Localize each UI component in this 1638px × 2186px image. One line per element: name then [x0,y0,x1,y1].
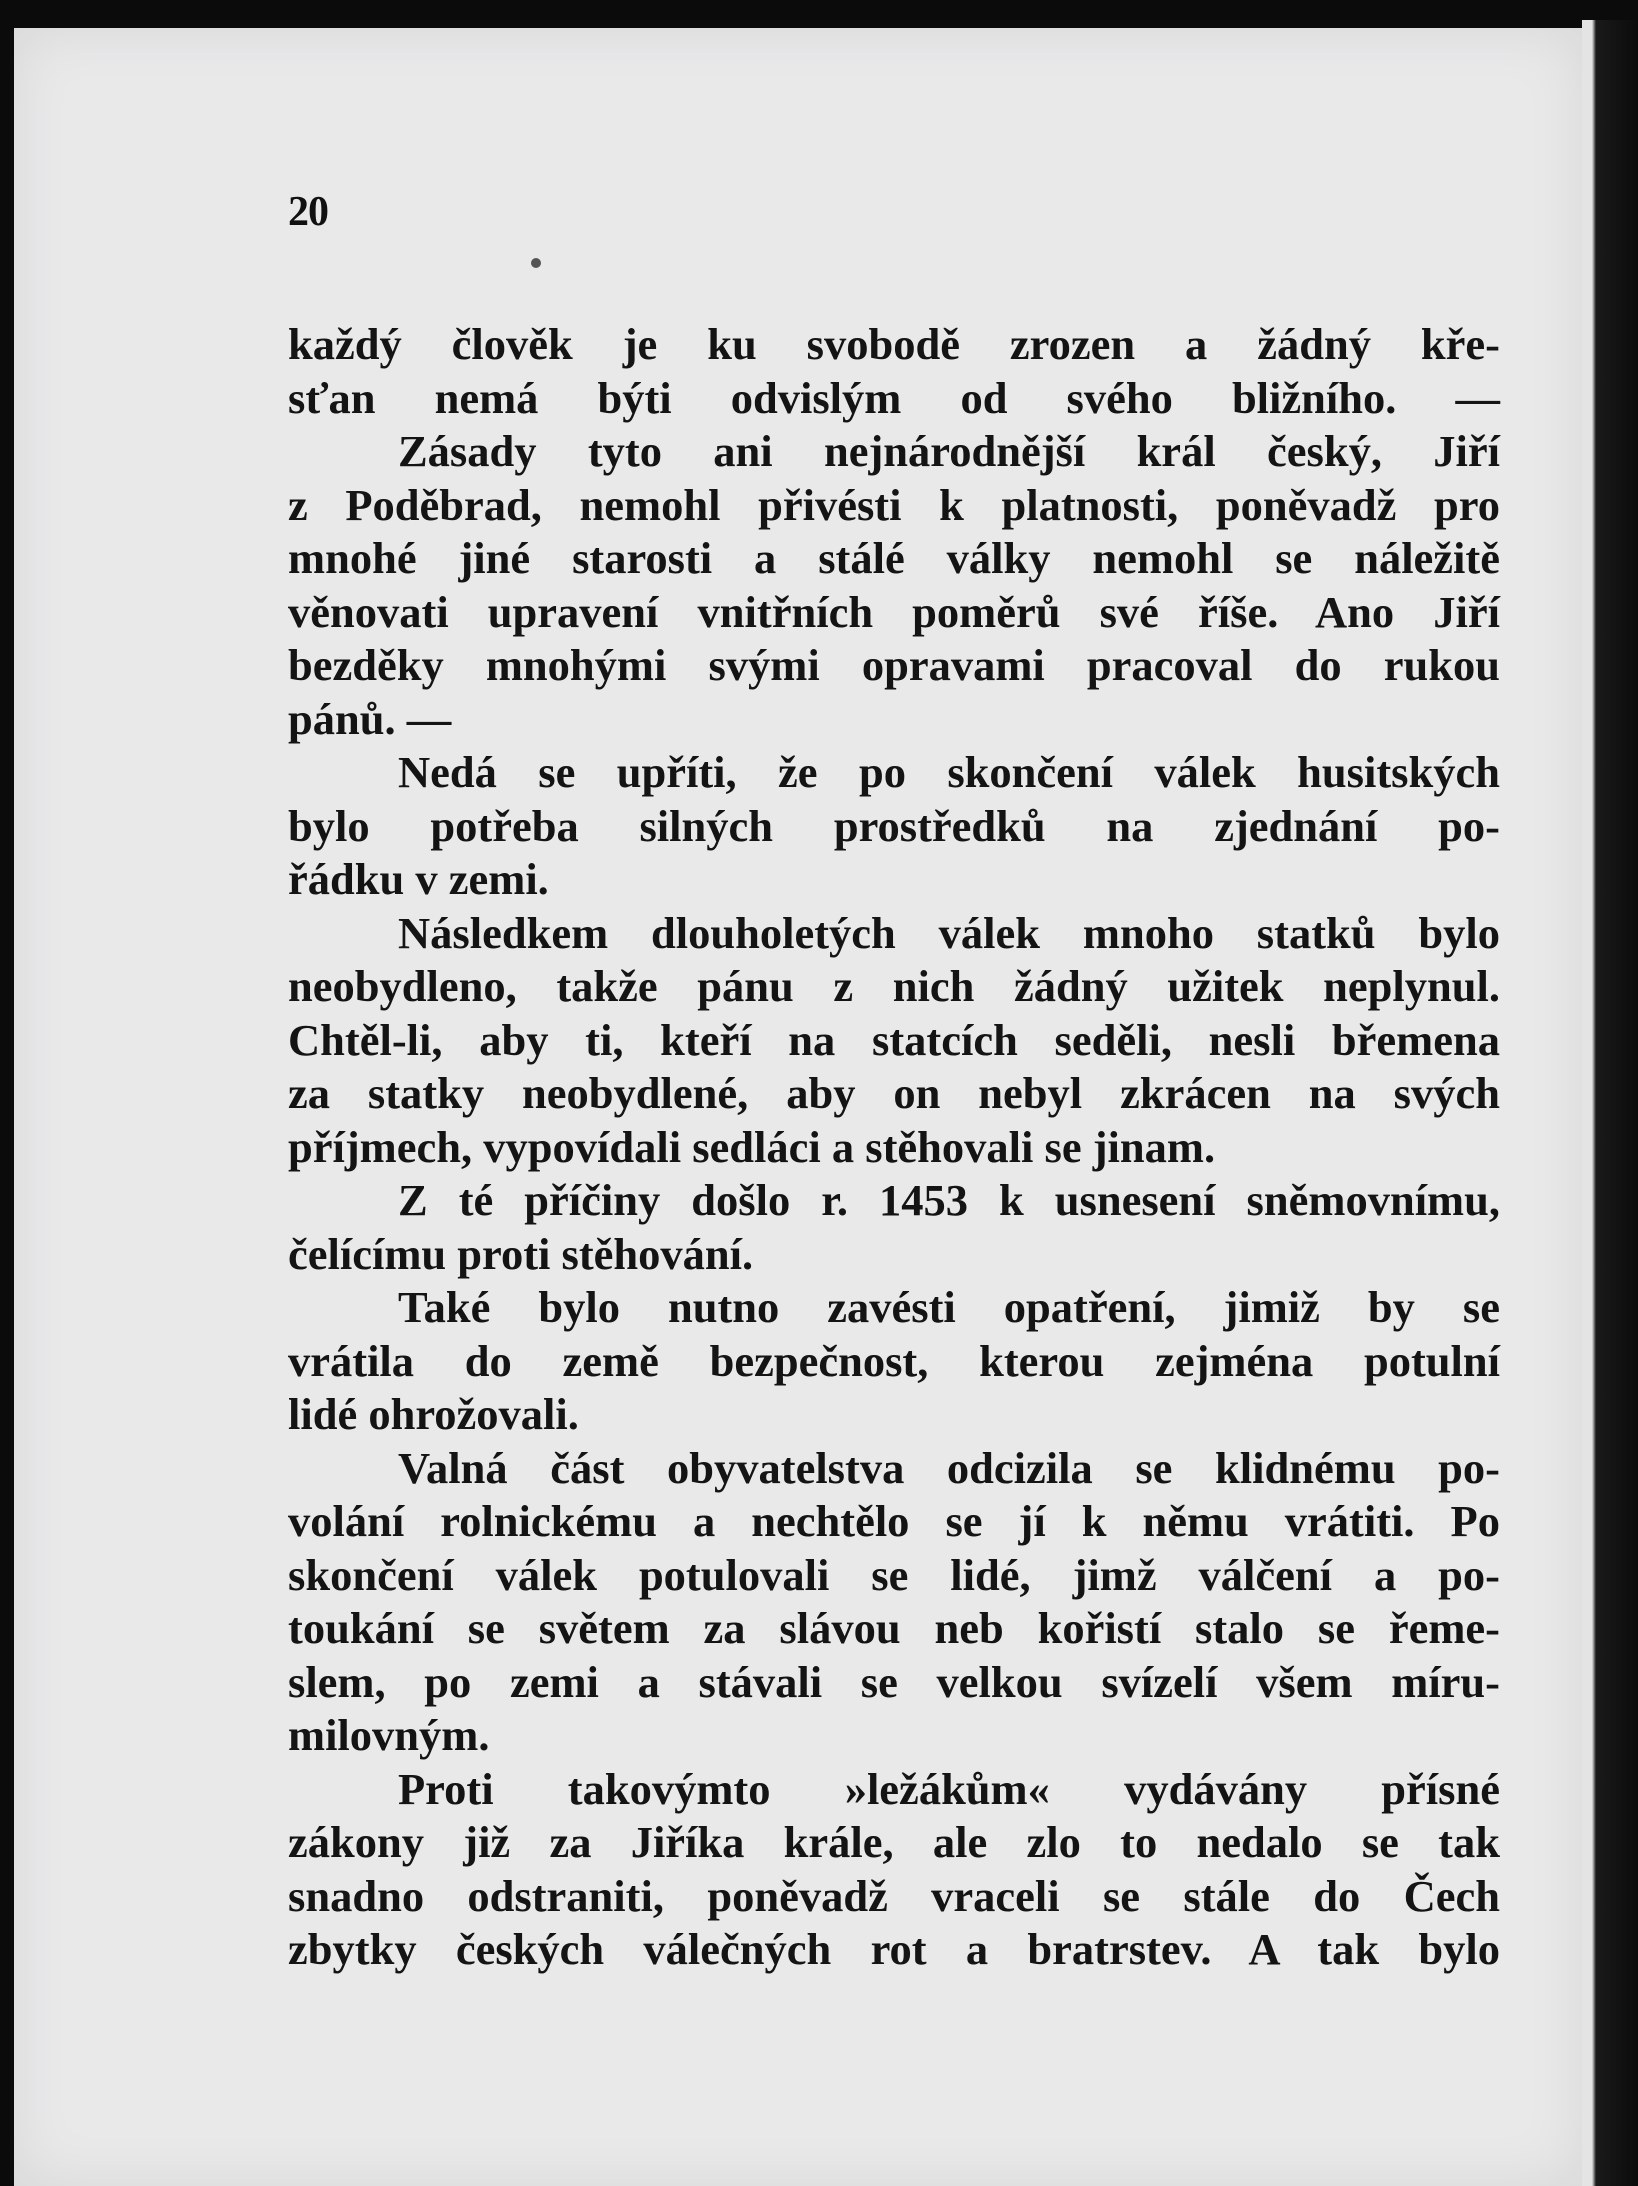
text-line: Také bylo nutno zavésti opatření, jimiž by se [398,1282,1500,1332]
text-line: Proti takovýmto »ležákům« vydávány přísné [398,1763,1500,1814]
text-line: Nedá se upříti, že po skončení válek husitských [398,747,1500,797]
text-line: za statky neobydlené, aby on nebyl zkrácen na svých [288,1068,1500,1118]
body-text [288,318,1500,1977]
text-line: sťan nemá býti odvislým od svého bližního. — [288,372,1500,423]
text-line: bylo potřeba silných prostředků na zjednání po- [288,800,1500,851]
text-line: zbytky českých válečných rot a bratrstev. A tak bylo [288,1924,1500,1974]
page-number: 20 [288,189,328,235]
text-line: Zásady tyto ani nejnárodnější král český, Jiří [398,426,1500,476]
text-line: Z té příčiny došlo r. 1453 k usnesení sněmovnímu, [398,1175,1500,1225]
ink-speck [531,258,541,268]
text-line: bezděky mnohými svými opravami pracoval do rukou [288,640,1500,690]
text-line: milovným. [288,1710,490,1760]
text-line: volání rolnickému a nechtělo se jí k němu vrátiti. Po [288,1496,1500,1546]
text-line: řádku v zemi. [288,854,549,904]
text-line: z Poděbrad, nemohl přivésti k platnosti, poněvadž pro [288,479,1500,530]
text-line: každý člověk je ku svobodě zrozen a žádný kře- [288,319,1500,369]
page-binding-edge [1582,20,1638,2186]
text-line: vrátila do země bezpečnost, kterou zejména potulní [288,1335,1500,1386]
text-line: slem, po zemi a stávali se velkou svízelí všem míru- [288,1656,1500,1707]
text-line: zákony již za Jiříka krále, ale zlo to nedalo se tak [288,1817,1500,1867]
text-line: snadno odstraniti, poněvadž vraceli se stále do Čech [288,1870,1500,1921]
text-line: skončení válek potulovali se lidé, jimž válčení a po- [288,1549,1500,1600]
text-line: toukání se světem za slávou neb kořistí stalo se řeme- [288,1603,1500,1653]
text-line: čelícímu proti stěhování. [288,1228,754,1279]
text-line: neobydleno, takže pánu z nich žádný užitek neplynul. [288,961,1500,1011]
text-line: Chtěl-li, aby ti, kteří na statcích seděli, nesli břemena [288,1014,1500,1065]
text-line: pánů. — [288,693,452,744]
text-line: mnohé jiné starosti a stálé války nemohl se náležitě [288,533,1500,583]
text-line: Valná část obyvatelstva odcizila se klidnému po- [398,1442,1500,1493]
text-line: příjmech, vypovídali sedláci a stěhovali se jinam. [288,1121,1216,1172]
text-line: Následkem dlouholetých válek mnoho statků bylo [398,907,1500,958]
text-line: lidé ohrožovali. [288,1389,579,1439]
text-line: věnovati upravení vnitřních poměrů své říše. Ano Jiří [288,586,1500,637]
